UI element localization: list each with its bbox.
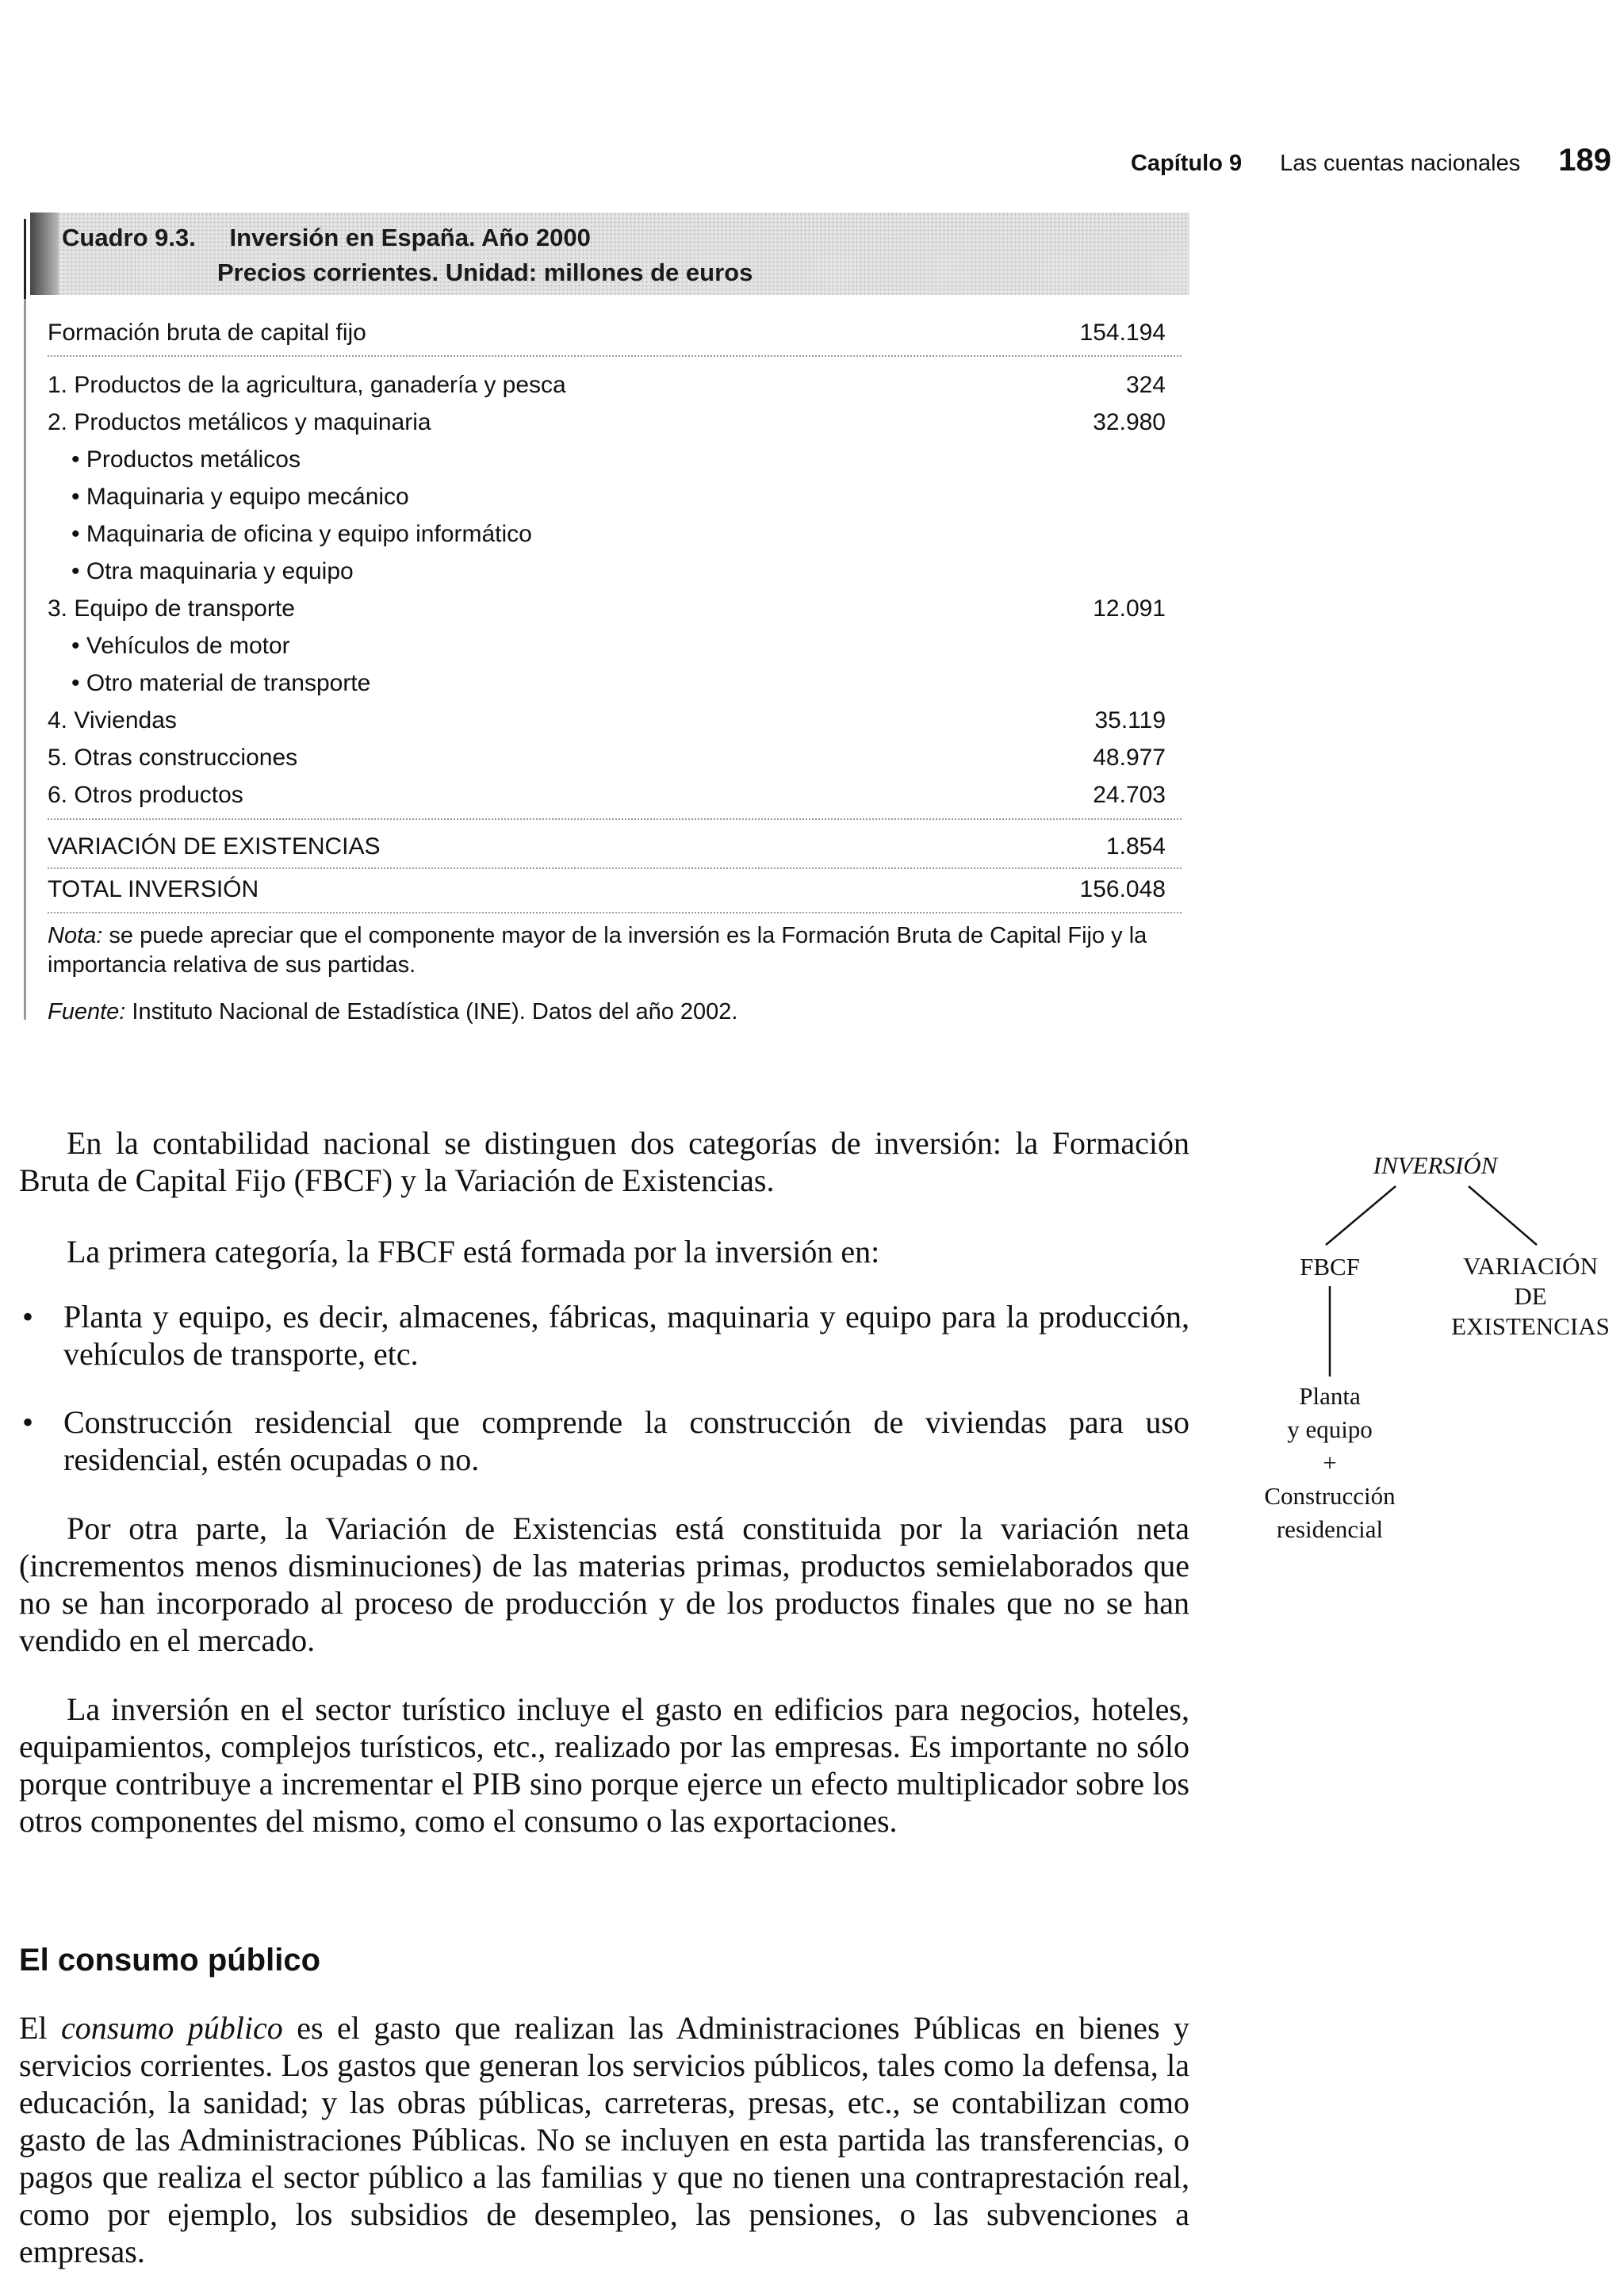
- table-left-rule: [24, 219, 26, 1020]
- row-value: 324: [1125, 372, 1166, 398]
- table-row: [48, 592, 1182, 626]
- p5-rest: es el gasto que realizan las Administraciones Públicas en bienes y servicios corrientes. Los gastos que generan los servicios públicos, tales como la defensa, la educación, la sanidad; y las obras públicas, carreteras, presas, etc., se contabilizan como gasto de las Administraciones Públicas. No se incluyen en esta partida las transferencias, o pagos que realiza el sector público a las familias y que no tienen una contraprestación real, como por ejemplo, los subsidios de desempleo, las pensiones, o las subvenciones a empresas.: [19, 2010, 1190, 2269]
- section-heading: El consumo público: [19, 1943, 321, 1978]
- table-label: Cuadro 9.3.: [62, 224, 196, 251]
- row-label: • Productos metálicos: [71, 446, 301, 473]
- investment-table: [24, 213, 1189, 1037]
- line-root-to-fbcf: [1326, 1186, 1396, 1245]
- bullet-dot: •: [22, 1299, 34, 1334]
- table-row: [48, 368, 1182, 403]
- diagram-variation-l3: EXISTENCIAS: [1451, 1312, 1610, 1340]
- bullet-item: [22, 1298, 1189, 1373]
- variation-value: 1.854: [1105, 833, 1166, 860]
- row-value: 32.980: [1093, 409, 1166, 435]
- bullet-dot: •: [22, 1404, 34, 1440]
- investment-diagram: [1237, 1142, 1618, 1554]
- p5-start: El: [19, 2010, 62, 2046]
- paragraph-tourism: La inversión en el sector turístico incluye el gasto en edificios para negocios, hoteles, equipamientos, complejos turísticos, etc., realizado por las empresas. Es importante no sólo porque contribuye a incrementar el PIB sino porque ejerce un efecto multiplicador sobre los otros componentes del mismo, como el consumo o las exportaciones.: [19, 1691, 1189, 1839]
- row-value: 154.194: [1079, 320, 1166, 346]
- table-source: [48, 997, 1182, 1027]
- table-header-mark: [30, 213, 59, 295]
- variation-label: VARIACIÓN DE EXISTENCIAS: [48, 833, 381, 860]
- diagram-variation-l1: VARIACIÓN: [1463, 1252, 1598, 1280]
- diagram-fbcf: FBCF: [1300, 1253, 1360, 1281]
- row-label: 3. Equipo de transporte: [48, 595, 295, 622]
- bullet-text: Planta y equipo, es decir, almacenes, fábricas, maquinaria y equipo para la producción, vehículos de transporte, etc.: [63, 1299, 1189, 1372]
- row-label: • Maquinaria de oficina y equipo informático: [71, 521, 532, 547]
- table-rule: [48, 818, 1182, 820]
- running-header: [1131, 143, 1611, 178]
- diagram-leaf-l2: y equipo: [1287, 1415, 1373, 1443]
- table-header: [30, 213, 1189, 295]
- table-row-variation: [48, 829, 1182, 864]
- table-row-fbcf: [48, 316, 1182, 350]
- section-label: Las cuentas nacionales: [1280, 151, 1521, 176]
- total-value: 156.048: [1079, 876, 1166, 902]
- table-subtitle: Precios corrientes. Unidad: millones de euros: [217, 258, 753, 286]
- diagram-leaf-l3: Construcción: [1264, 1482, 1396, 1510]
- table-row: [48, 741, 1182, 775]
- table-subrow: [71, 442, 1182, 477]
- note-label: Nota:: [48, 923, 103, 948]
- row-label: 2. Productos metálicos y maquinaria: [48, 409, 431, 435]
- table-title: [62, 224, 591, 252]
- table-title-text: Inversión en España. Año 2000: [229, 224, 591, 251]
- row-label: Formación bruta de capital fijo: [48, 320, 366, 346]
- diagram-variation-l2: DE: [1514, 1282, 1547, 1310]
- line-root-to-variation: [1469, 1186, 1537, 1245]
- paragraph-variation: Por otra parte, la Variación de Existencias está constituida por la variación neta (incrementos menos disminuciones) de las materias primas, productos semielaborados que no se han incorporado al proceso de producción y de los productos finales que no se han vendido en el mercado.: [19, 1511, 1189, 1658]
- table-subrow: [71, 629, 1182, 664]
- table-row: [48, 703, 1182, 738]
- diagram-variation: [1435, 1251, 1624, 1342]
- table-subrow: [71, 666, 1182, 701]
- table-row-total: [48, 872, 1182, 907]
- row-label: 1. Productos de la agricultura, ganadería y pesca: [48, 372, 566, 398]
- paragraph-intro: En la contabilidad nacional se distinguen dos categorías de inversión: la Formación Bruta de Capital Fijo (FBCF) y la Variación de Existencias.: [19, 1125, 1189, 1198]
- p5-emphasis: consumo público: [61, 2010, 283, 2046]
- row-label: • Otra maquinaria y equipo: [71, 558, 354, 584]
- note-text: se puede apreciar que el componente mayor de la inversión es la Formación Bruta de Capital Fijo y la importancia relativa de sus partidas.: [48, 923, 1147, 978]
- table-subrow: [71, 517, 1182, 552]
- source-text: Instituto Nacional de Estadística (INE). Datos del año 2002.: [125, 999, 738, 1024]
- total-label: TOTAL INVERSIÓN: [48, 876, 259, 902]
- diagram-leaf: [1243, 1380, 1417, 1546]
- row-label: • Vehículos de motor: [71, 633, 290, 659]
- paragraph-public-consumption: [19, 2009, 1189, 2270]
- row-label: 5. Otras construcciones: [48, 745, 298, 771]
- table-subrow: [71, 480, 1182, 515]
- row-label: • Maquinaria y equipo mecánico: [71, 484, 409, 510]
- row-value: 48.977: [1093, 745, 1166, 771]
- row-label: • Otro material de transporte: [71, 670, 371, 696]
- table-rule: [48, 912, 1182, 913]
- table-rule: [48, 355, 1182, 357]
- table-row: [48, 778, 1182, 813]
- chapter-label: Capítulo 9: [1130, 151, 1243, 176]
- source-label: Fuente:: [48, 999, 126, 1024]
- diagram-root: INVERSIÓN: [1373, 1151, 1498, 1179]
- diagram-leaf-l1: Planta: [1299, 1382, 1361, 1410]
- row-label: 6. Otros productos: [48, 782, 243, 808]
- paragraph-fbcf: La primera categoría, la FBCF está formada por la inversión en:: [67, 1234, 880, 1269]
- row-value: 35.119: [1094, 707, 1166, 733]
- table-note: [48, 921, 1182, 980]
- table-row: [48, 405, 1182, 440]
- row-value: 24.703: [1093, 782, 1166, 808]
- diagram-leaf-l4: residencial: [1276, 1515, 1384, 1543]
- bullet-item: [22, 1403, 1189, 1478]
- diagram-leaf-plus: +: [1323, 1449, 1337, 1476]
- row-label: 4. Viviendas: [48, 707, 177, 733]
- bullet-text: Construcción residencial que comprende la construcción de viviendas para uso residencial, estén ocupadas o no.: [63, 1404, 1189, 1477]
- table-rule: [48, 867, 1182, 869]
- row-value: 12.091: [1093, 595, 1166, 622]
- page-number: 189: [1558, 143, 1611, 178]
- table-subrow: [71, 554, 1182, 589]
